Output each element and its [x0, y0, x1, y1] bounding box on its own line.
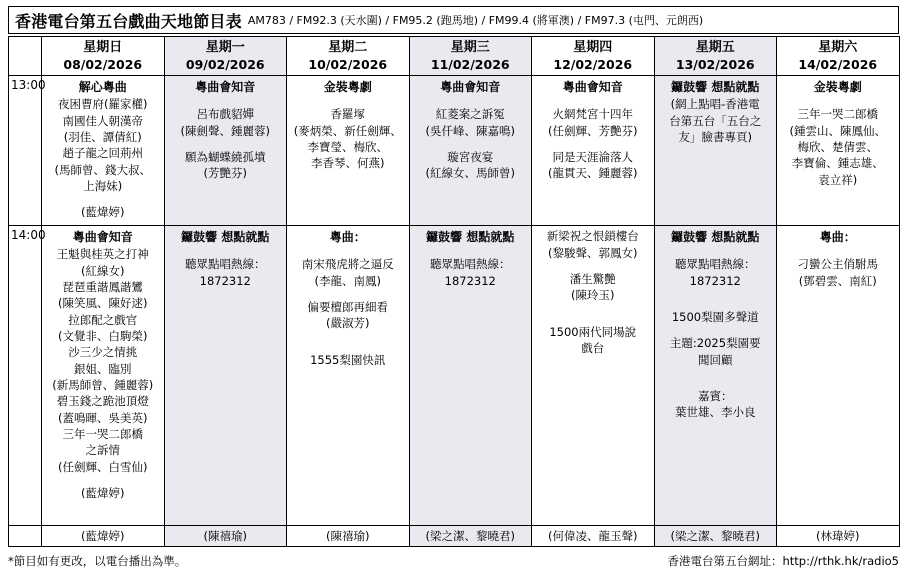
- cell-r1-c3: [409, 76, 532, 226]
- program-lines-r1c1: [167, 96, 285, 181]
- program-line: 王魁與桂英之打神: [56, 247, 149, 262]
- program-line: (任劍輝、芳艷芬): [548, 123, 638, 138]
- header-dow-3: 星期三: [450, 40, 490, 55]
- program-title: 金裝粵劇: [323, 80, 372, 95]
- cell-r1-c4: [532, 76, 655, 226]
- line-spacer: [657, 378, 775, 388]
- program-line: (新馬師曾、鍾麗蓉): [52, 378, 154, 393]
- program-lines-r1c0: [44, 96, 162, 220]
- line-spacer: [289, 342, 407, 352]
- program-lines-r1c6: [779, 96, 897, 188]
- program-line: 願為蝴蝶繞孤墳: [185, 150, 266, 165]
- program-block: [289, 78, 407, 171]
- program-lines-r1c5: [657, 96, 775, 145]
- cell-r2-c1: [164, 226, 287, 526]
- footer-note: *節目如有更改，以電台播出為準。: [8, 554, 187, 569]
- program-line: (任劍輝、白雪仙): [58, 459, 148, 474]
- program-line: (嚴淑芳): [326, 316, 370, 331]
- program-title: 解心粵曲: [78, 80, 127, 95]
- program-line: (陳笑風、陳好逑): [58, 296, 148, 311]
- cell-r1-c5: [654, 76, 777, 226]
- program-lines-r1c2: [289, 96, 407, 171]
- program-line: (紅線女): [81, 263, 125, 278]
- table-header-row: [9, 37, 900, 76]
- program-line: 同是天涯淪落人: [552, 150, 633, 165]
- program-line: 紅菱案之訴冤: [435, 107, 505, 122]
- header-dow-2: 星期二: [328, 40, 368, 55]
- program-line: 夜困曹府(羅家權): [58, 97, 148, 112]
- program-lines-r1c4: [534, 96, 652, 181]
- program-line: 新梁祝之恨鎖樓台: [546, 229, 639, 244]
- program-line: (鍾雲山、陳鳳仙、: [789, 123, 886, 138]
- program-line: (黎駿聲、郭鳳女): [548, 245, 638, 260]
- program-line: (文覺非、白駒榮): [58, 329, 148, 344]
- table-row: [9, 76, 900, 226]
- program-line: 呂布戲貂嬋: [196, 107, 254, 122]
- program-lines-r2c5: [657, 246, 775, 420]
- program-title: 粵曲：: [329, 230, 366, 245]
- program-line: 碧玉錢之跪池頂燈: [56, 394, 149, 409]
- header-dow-0: 星期日: [83, 40, 123, 55]
- header-date-6: 14/02/2026: [798, 56, 878, 72]
- program-block: [657, 228, 775, 420]
- header-dow-1: 星期一: [205, 40, 245, 55]
- program-block: [779, 78, 897, 188]
- line-spacer: [289, 96, 407, 106]
- line-spacer: [534, 139, 652, 149]
- header-day-2: [287, 37, 410, 76]
- program-title: 鑼鼓響 想點就點: [671, 80, 760, 95]
- program-block: [44, 228, 162, 501]
- time-label-1400: 14:00: [9, 226, 42, 526]
- cell-r1-c0: [42, 76, 165, 226]
- program-lines-r2c3: [412, 246, 530, 289]
- line-spacer: [289, 332, 407, 342]
- program-line: 三年一哭二郎橋: [62, 427, 143, 442]
- line-spacer: [412, 139, 530, 149]
- program-line: (藍煒婷): [81, 486, 125, 501]
- program-line: (馬師曾、錢大叔、: [54, 162, 151, 177]
- program-line: (陳劍聲、鍾麗蓉): [180, 123, 270, 138]
- program-line: 聽眾點唱熱線：: [185, 257, 266, 272]
- program-block: [779, 228, 897, 289]
- program-line: 1872312: [199, 273, 251, 288]
- program-line: 火網梵宮十四年: [552, 107, 633, 122]
- program-title: 粵曲會知音: [562, 80, 623, 95]
- line-spacer: [657, 299, 775, 309]
- line-spacer: [289, 246, 407, 256]
- header-day-6: [777, 37, 900, 76]
- line-spacer: [657, 246, 775, 256]
- program-line: 台第五台「五台之: [669, 113, 762, 128]
- program-line: 主題:2025梨園要: [669, 336, 761, 351]
- program-block: [289, 228, 407, 368]
- program-title: 粵曲會知音: [440, 80, 501, 95]
- header-dow-4: 星期四: [573, 40, 613, 55]
- line-spacer: [779, 246, 897, 256]
- program-title: 粵曲會知音: [195, 80, 256, 95]
- program-line: 趙子龍之回荊州: [62, 146, 143, 161]
- program-line: (鄧碧雲、南紅): [798, 273, 877, 288]
- credit-c4: (何偉凌、龍玉聲): [532, 526, 655, 547]
- header-day-4: [532, 37, 655, 76]
- program-line: 1500兩代同場說: [549, 324, 637, 339]
- cell-r2-c6: [777, 226, 900, 526]
- program-line: 上海妹): [83, 179, 123, 194]
- header-time-column: [9, 37, 42, 76]
- program-line: 1500梨園多聲道: [671, 310, 759, 325]
- cell-r2-c0: [42, 226, 165, 526]
- schedule-table: [8, 36, 900, 547]
- program-line: 友」臉書專頁): [678, 130, 752, 145]
- cell-r1-c2: [287, 76, 410, 226]
- program-line: 偏要檀郎再細看: [307, 300, 388, 315]
- credit-c1: (陳禧瑜): [164, 526, 287, 547]
- cell-r2-c4: [532, 226, 655, 526]
- program-line: 聽眾點唱熱線：: [430, 257, 511, 272]
- cell-r2-c2: [287, 226, 410, 526]
- line-spacer: [534, 261, 652, 271]
- program-block: [167, 78, 285, 181]
- program-line: (羽佳、譚倩紅): [63, 130, 142, 145]
- header-day-3: [409, 37, 532, 76]
- program-line: 戲台: [581, 341, 605, 356]
- credit-c6: (林瑋婷): [777, 526, 900, 547]
- program-line: 葉世雄、李小良: [675, 405, 756, 420]
- program-block: [167, 228, 285, 289]
- time-label-1300: 13:00: [9, 76, 42, 226]
- program-line: (李龍、南鳳): [314, 273, 381, 288]
- program-block: [534, 78, 652, 181]
- program-line: 聞回顧: [698, 352, 733, 367]
- program-line: 銀姐、臨別: [74, 361, 132, 376]
- program-title: 鑼鼓響 想點就點: [426, 230, 515, 245]
- cell-r1-c1: [164, 76, 287, 226]
- program-line: (吳仟峰、陳嘉鳴): [425, 123, 515, 138]
- program-title: 粵曲會知音: [72, 230, 133, 245]
- program-line: 南宋飛虎將之逼反: [301, 257, 394, 272]
- program-line: 1555梨園快訊: [310, 352, 386, 367]
- line-spacer: [534, 96, 652, 106]
- program-line: (藍煒婷): [81, 205, 125, 220]
- header-dow-6: 星期六: [818, 40, 858, 55]
- program-line: 璇宮夜宴: [447, 150, 494, 165]
- header-day-5: [654, 37, 777, 76]
- line-spacer: [44, 475, 162, 485]
- cell-r2-c3: [409, 226, 532, 526]
- header-date-1: 09/02/2026: [185, 56, 265, 72]
- header-date-4: 12/02/2026: [553, 56, 633, 72]
- program-line: (陳玲玉): [571, 288, 615, 303]
- program-line: 南國佳人朝漢帝: [62, 113, 143, 128]
- header-day-0: [42, 37, 165, 76]
- table-row: [9, 226, 900, 526]
- program-line: 拉郎配之戲官: [68, 312, 138, 327]
- header-dow-5: 星期五: [695, 40, 735, 55]
- line-spacer: [412, 246, 530, 256]
- program-line: 琵琶重諧鳳諧鸞: [62, 280, 143, 295]
- header-day-1: [164, 37, 287, 76]
- station-frequencies: AM783 / FM92.3 (天水圍) / FM95.2 (跑馬地) / FM99.4 (將軍澳) / FM97.3 (屯門、元朗西): [247, 14, 704, 27]
- program-block: [534, 228, 652, 356]
- program-line: 1872312: [444, 273, 496, 288]
- program-line: 梅欣、楚倩雲、: [797, 140, 878, 155]
- program-line: 嘉賓：: [698, 389, 733, 404]
- program-block: [412, 78, 530, 181]
- header-date-2: 10/02/2026: [308, 56, 388, 72]
- program-line: (蓋鳴暉、吳美英): [58, 410, 148, 425]
- program-line: (網上點唱-香港電: [670, 97, 760, 112]
- page-title: 香港電台第五台戲曲天地節目表: [15, 11, 242, 31]
- line-spacer: [779, 96, 897, 106]
- program-line: 之訴情: [85, 443, 120, 458]
- line-spacer: [44, 194, 162, 204]
- line-spacer: [657, 325, 775, 335]
- program-lines-r1c3: [412, 96, 530, 181]
- header-date-0: 08/02/2026: [63, 56, 143, 72]
- program-title: 鑼鼓響 想點就點: [671, 230, 760, 245]
- program-lines-r2c0: [44, 246, 162, 501]
- program-lines-r2c6: [779, 246, 897, 289]
- footer: [8, 553, 899, 569]
- credit-c3: (梁之潔、黎曉君): [409, 526, 532, 547]
- header-date-3: 11/02/2026: [430, 56, 510, 72]
- program-block: [44, 78, 162, 220]
- program-block: [412, 228, 530, 289]
- line-spacer: [534, 304, 652, 314]
- program-line: (芳艷芬): [203, 166, 247, 181]
- program-lines-r2c2: [289, 246, 407, 368]
- cell-r1-c6: [777, 76, 900, 226]
- line-spacer: [657, 289, 775, 299]
- program-block: [657, 78, 775, 145]
- line-spacer: [167, 246, 285, 256]
- line-spacer: [657, 368, 775, 378]
- program-title: 鑼鼓響 想點就點: [181, 230, 270, 245]
- footer-url: 香港電台第五台網址：http://rthk.hk/radio5: [667, 554, 899, 569]
- credit-c5: (梁之潔、黎曉君): [654, 526, 777, 547]
- program-line: (紅線女、馬師曾): [425, 166, 515, 181]
- credits-row: [9, 526, 900, 547]
- cell-r2-c5: [654, 226, 777, 526]
- program-line: 沙三少之情挑: [68, 345, 138, 360]
- program-line: 香羅塚: [330, 107, 365, 122]
- line-spacer: [534, 314, 652, 324]
- line-spacer: [289, 289, 407, 299]
- program-line: 李寶瑩、梅欣、: [307, 140, 388, 155]
- credit-c0: (藍煒婷): [42, 526, 165, 547]
- program-line: (麥炳榮、新任劍輝、: [293, 123, 402, 138]
- credit-c2: (陳禧瑜): [287, 526, 410, 547]
- program-line: 潘生驚艷: [569, 272, 616, 287]
- program-line: 三年一哭二郎橋: [797, 107, 878, 122]
- program-title: 粵曲：: [819, 230, 856, 245]
- program-line: 袁立祥): [818, 172, 858, 187]
- title-bar: [8, 6, 899, 34]
- program-line: 刁蠻公主俏駙馬: [797, 257, 878, 272]
- line-spacer: [167, 96, 285, 106]
- program-title: 金裝粵劇: [813, 80, 862, 95]
- header-date-5: 13/02/2026: [675, 56, 755, 72]
- program-line: 1872312: [689, 273, 741, 288]
- program-line: (龍貫天、鍾麗蓉): [548, 166, 638, 181]
- line-spacer: [412, 96, 530, 106]
- program-line: 聽眾點唱熱線：: [675, 257, 756, 272]
- program-line: 李寶倫、鍾志雄、: [791, 156, 884, 171]
- program-line: 李香琴、何燕): [311, 156, 385, 171]
- credits-time-spacer: [9, 526, 42, 547]
- line-spacer: [167, 139, 285, 149]
- program-lines-r2c1: [167, 246, 285, 289]
- program-lines-r2c4: [534, 228, 652, 356]
